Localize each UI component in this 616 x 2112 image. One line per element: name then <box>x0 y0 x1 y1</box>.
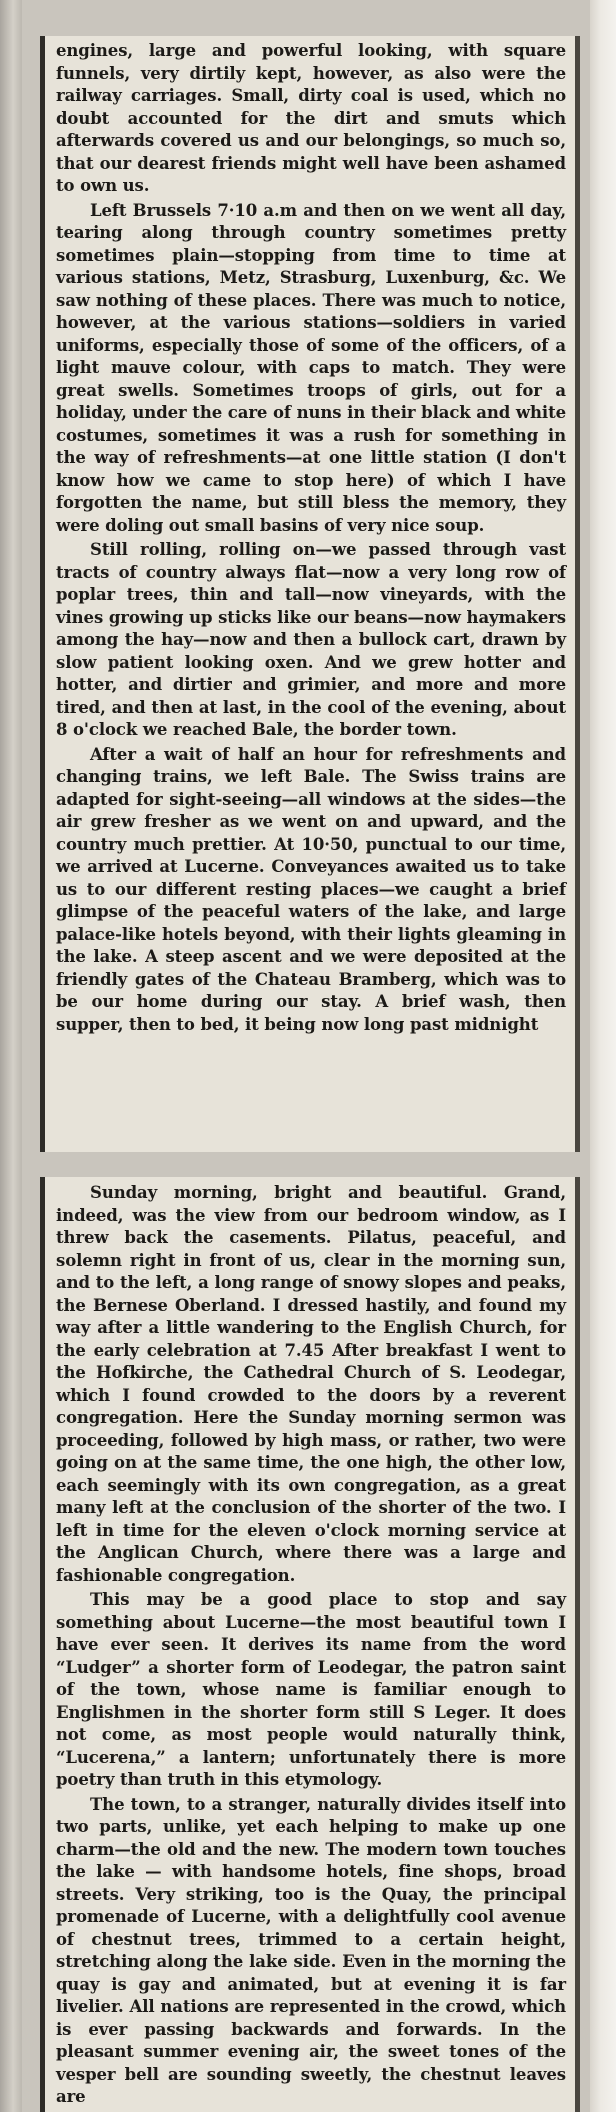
clipping-2-paragraph-1: Sunday morning, bright and beautiful. Grand, indeed, was the view from our bedroom window, as I threw back the casements. Pilatus, peaceful, and solemn right in front of us, clear in the morning sun, and to the left, a long range of snowy slopes and peaks, the Bernese Oberland. I dressed hastily, and found my way after a little wandering to the English Church, for the early celebration at 7.45 After breakfast I went to the Hofkirche, the Cathedral Church of S. Leodegar, which I found crowded to the doors by a reverent congregation. Here the Sunday morning sermon was proceeding, followed by high mass, or rather, two were going on at the same time, the one high, the other low, each seemingly with its own congregation, as a great many left at the conclusion of the shorter of the two. I left in time for the eleven o'clock morning service at the Anglican Church, where there was a large and fashionable congregation. <box>56 1183 566 1585</box>
clipping-1-paragraph-3: Still rolling, rolling on—we passed through vast tracts of country always flat—now a very long row of poplar trees, thin and tall—now vineyards, with the vines growing up sticks like our beans—now haymakers among the hay—now and then a bullock cart, drawn by slow patient looking oxen. And we grew hotter and hotter, and dirtier and grimier, and more and more tired, and then at last, in the cool of the evening, about 8 o'clock we reached Bale, the border town. <box>56 540 566 739</box>
newspaper-clipping-1 <box>40 36 580 1152</box>
clipping-1-paragraph-2: Left Brussels 7·10 a.m and then on we went all day, tearing along through country sometimes pretty sometimes plain—stopping from time to time at various stations, Metz, Strasburg, Luxenburg, &c. We saw nothing of these places. There was much to notice, however, at the various stations—soldiers in varied uniforms, especially those of some of the officers, of a light mauve colour, with caps to match. They were great swells. Sometimes troops of girls, out for a holiday, under the care of nuns in their black and white costumes, sometimes it was a rush for something in the way of refreshments—at one little station (I don't know how we came to stop here) of which I have forgotten the name, but still bless the memory, they were doling out small basins of very nice soup. <box>56 200 566 535</box>
clipping-1-paragraph-1: engines, large and powerful looking, with square funnels, very dirtily kept, however, as also were the railway carriages. Small, dirty coal is used, which no doubt accounted for the dirt and smuts which afterwards covered us and our belongings, so much so, that our dearest friends might well have been ashamed to own us. <box>56 41 566 195</box>
album-page-edge <box>590 0 616 2112</box>
album-binding-edge <box>0 0 22 2112</box>
clipping-2-paragraph-2: This may be a good place to stop and say something about Lucerne—the most beautiful town I have ever seen. It derives its name from the word “Ludger” a shorter form of Leodegar, the patron saint of the town, whose name is familiar enough to Englishmen in the shorter form still S Leger. It does not come, as most people would naturally think, “Lucerena,” a lantern; unfortunately there is more poetry than truth in this etymology. <box>56 1590 566 1789</box>
clipping-1-paragraph-4: After a wait of half an hour for refreshments and changing trains, we left Bale. The Swiss trains are adapted for sight-seeing—all windows at the sides—the air grew fresher as we went on and upward, and the country much prettier. At 10·50, punctual to our time, we arrived at Lucerne. Conveyances awaited us to take us to our different resting places—we caught a brief glimpse of the peaceful waters of the lake, and large palace-like hotels beyond, with their lights gleaming in the lake. A steep ascent and we were deposited at the friendly gates of the Chateau Bramberg, which was to be our home during our stay. A brief wash, then supper, then to bed, it being now long past midnight <box>56 744 566 1034</box>
newspaper-clipping-2 <box>40 1177 580 2112</box>
clipping-2-paragraph-3: The town, to a stranger, naturally divides itself into two parts, unlike, yet each helping to make up one charm—the old and the new. The modern town touches the lake — with handsome hotels, fine shops, broad streets. Very striking, too is the Quay, the principal promenade of Lucerne, with a delightfully cool avenue of chestnut trees, trimmed to a certain height, stretching along the lake side. Even in the morning the quay is gay and animated, but at evening it is far livelier. All nations are represented in the crowd, which is ever passing backwards and forwards. In the pleasant summer evening air, the sweet tones of the vesper bell are sounding sweetly, the chestnut leaves are <box>56 1794 566 2106</box>
